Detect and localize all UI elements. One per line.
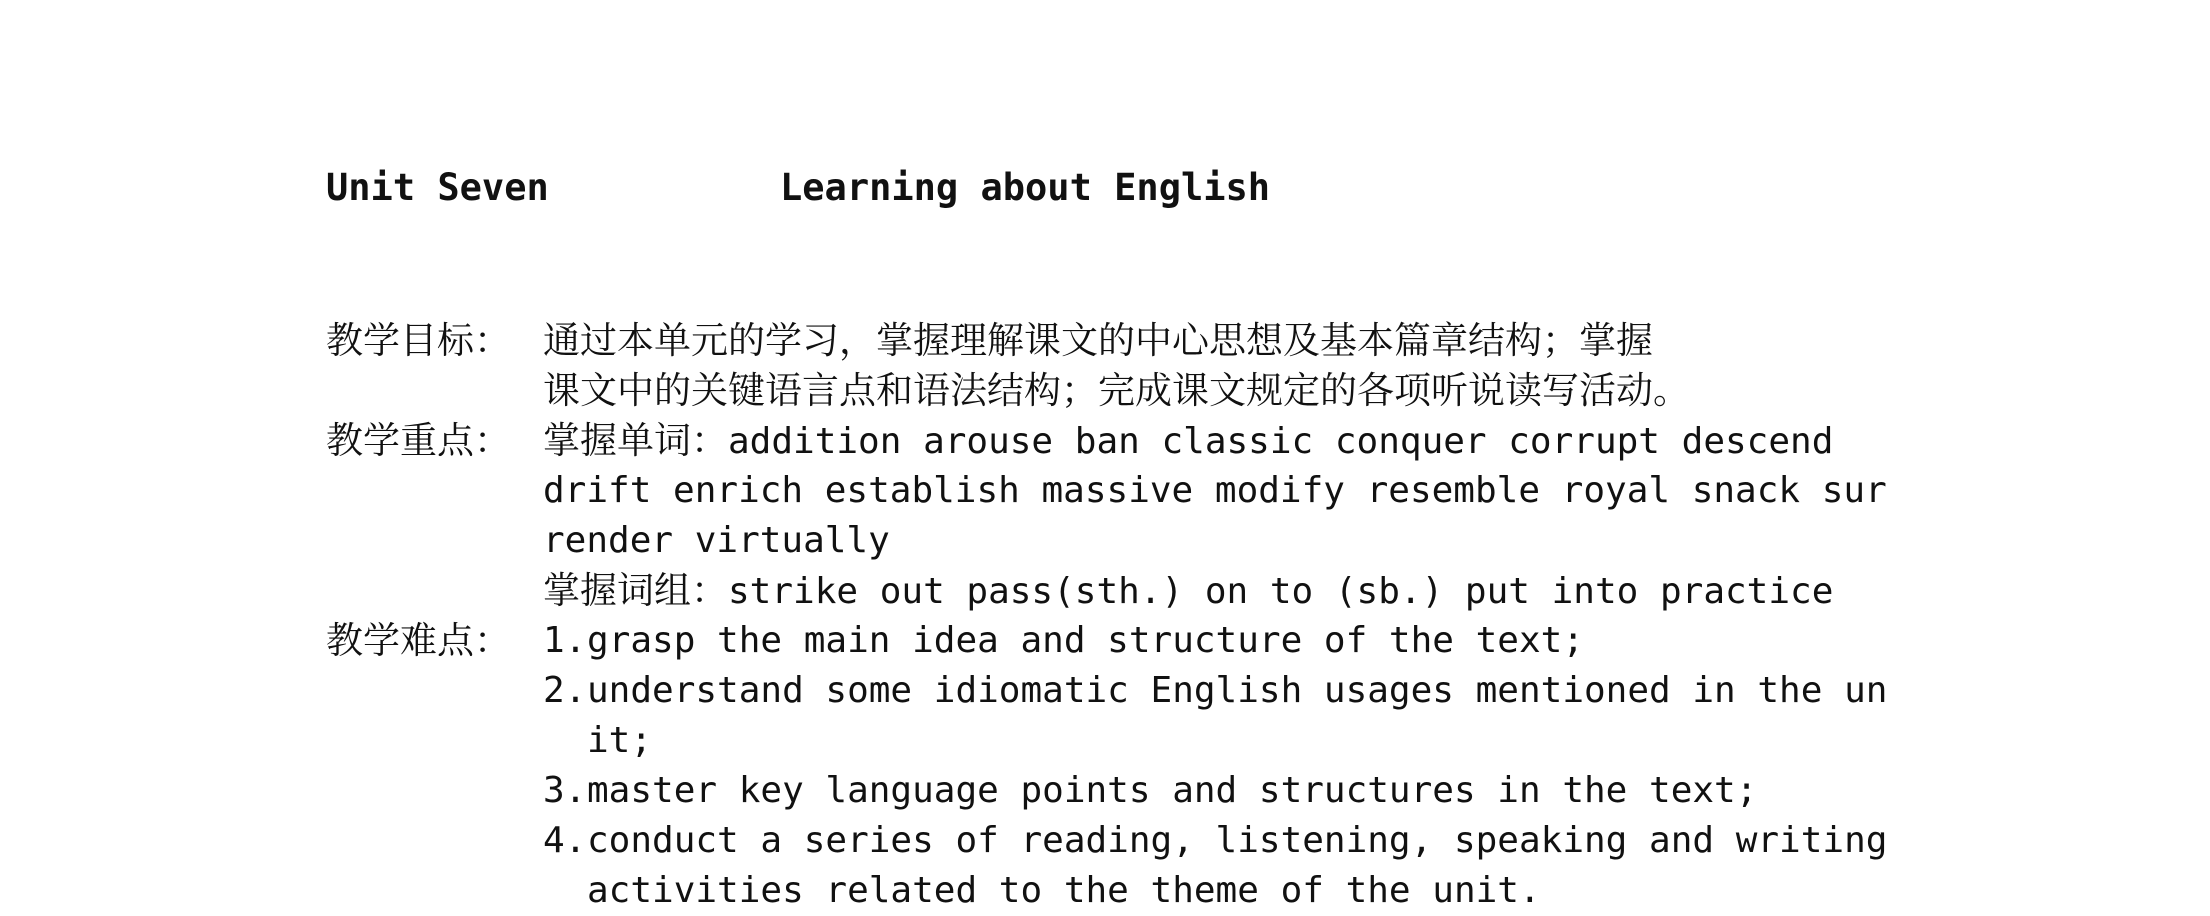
words-list-1: addition arouse ban classic conquer corrupt descend xyxy=(728,421,1834,462)
difficulties-label: 教学难点： xyxy=(326,619,511,662)
difficulty-item-1: 1.grasp the main idea and structure of the text; xyxy=(543,620,1584,661)
unit-title: Unit Seven xyxy=(326,166,549,209)
key-words-line-3: render virtually xyxy=(543,520,890,561)
difficulty-item-4: 4.conduct a series of reading, listening, speaking and writing xyxy=(543,820,1888,861)
key-points-label: 教学重点： xyxy=(326,419,511,462)
difficulty-item-2-continued: it; xyxy=(587,720,653,761)
topic-title: Learning about English xyxy=(780,166,1271,209)
difficulty-item-2: 2.understand some idiomatic English usages mentioned in the un xyxy=(543,670,1888,711)
words-label: 掌握单词： xyxy=(543,419,728,462)
difficulty-item-3: 3.master key language points and structures in the text; xyxy=(543,770,1758,811)
difficulty-item-4-continued: activities related to the theme of the unit. xyxy=(587,870,1541,911)
objectives-label: 教学目标： xyxy=(326,319,511,362)
phrases-list: strike out pass(sth.) on to (sb.) put into practice xyxy=(728,571,1834,612)
phrases-label: 掌握词组： xyxy=(543,569,728,612)
key-phrases-line xyxy=(543,566,1833,617)
key-words-line-2: drift enrich establish massive modify resemble royal snack sur xyxy=(543,470,1887,511)
key-words-line-1 xyxy=(543,416,1833,467)
objectives-line-1: 通过本单元的学习，掌握理解课文的中心思想及基本篇章结构；掌握 xyxy=(543,319,1653,362)
objectives-line-2: 课文中的关键语言点和语法结构；完成课文规定的各项听说读写活动。 xyxy=(543,369,1690,412)
